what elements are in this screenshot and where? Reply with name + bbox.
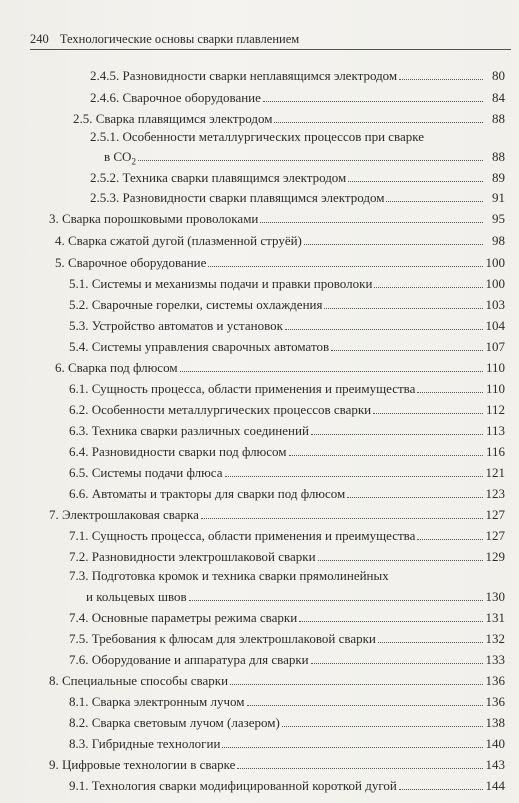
toc-entry-title: 6.4. Разновидности сварки под флюсом [69,444,287,459]
dot-leader [282,714,483,727]
toc-entry [69,464,505,481]
toc-entry [69,275,505,292]
dot-leader [399,777,483,790]
toc-page-number: 131 [485,610,505,625]
toc-entry-title: 7.6. Оборудование и аппаратура для сварки [69,652,309,667]
toc-page-number: 110 [485,360,505,375]
toc-entry-title: 5.4. Системы управления сварочных автоматов [69,339,330,354]
running-title: Технологические основы сварки плавлением [59,32,300,46]
toc-entry [55,254,505,271]
dot-leader [289,443,483,456]
dot-leader [237,756,483,769]
toc-entry-title: 6.6. Автоматы и тракторы для сварки под флюсом [69,486,346,501]
toc-entry-title: 5.2. Сварочные горелки, системы охлаждения [69,297,323,312]
dot-leader [373,401,483,414]
toc-entry-title: 8.3. Гибридные технологии [69,736,221,751]
toc-entry [55,232,505,249]
dot-leader [311,651,483,664]
dot-leader [189,588,483,601]
dot-leader [201,506,483,519]
dot-leader [263,89,483,102]
toc-entry-title: 7. Электрошлаковая сварка [49,507,199,522]
toc-entry [49,756,505,773]
toc-entry-title: и кольцевых швов [86,589,187,604]
toc-page-number: 84 [492,90,505,105]
toc-entry [69,609,505,626]
toc-entry-title: 2.5. Сварка плавящимся электродом [73,111,273,126]
toc-entry-title: 6.5. Системы подачи флюса [69,465,223,480]
toc-entry-title: 7.3. Подготовка кромок и техника сварки прямолинейных [69,568,389,583]
dot-leader [230,672,483,685]
toc-entry [49,210,505,227]
toc-entry [90,67,505,84]
toc-page-number: 127 [485,507,505,522]
page-number: 240 [30,32,49,46]
toc-entry [49,506,505,523]
toc-entry [69,714,505,731]
toc-entry-title: 2.5.1. Особенности металлургических процессов при сварке [90,129,425,144]
dot-leader [180,359,483,372]
toc-page-number: 80 [492,68,505,83]
toc-page-number: 116 [485,444,505,459]
toc-entry [69,693,505,710]
toc-entry [69,485,505,502]
toc-entry [90,129,424,145]
toc-entry [49,672,505,689]
toc-entry-title: 8.2. Сварка световым лучом (лазером) [69,715,280,730]
toc-entry-title: 5.3. Устройство автоматов и установок [69,318,283,333]
dot-leader [222,735,483,748]
dot-leader [324,296,483,309]
toc-page-number: 110 [485,381,505,396]
toc-entry [69,401,505,418]
toc-entry-title: 6.3. Техника сварки различных соединений [69,423,309,438]
toc-entry-title: 8.1. Сварка электронным лучом [69,694,245,709]
dot-leader [399,67,483,80]
subscript: 2 [131,156,136,167]
dot-leader [374,275,483,288]
toc-entry-title: 7.4. Основные параметры режима сварки [69,610,298,625]
toc-page-number: 136 [485,694,505,709]
toc-entry [69,777,505,794]
dot-leader [299,609,483,622]
dot-leader [318,548,483,561]
toc-entry-title: 6.2. Особенности металлургических процессов сварки [69,402,372,417]
toc-entry [69,380,505,397]
toc-entry [69,422,505,439]
toc-entry-title: 9. Цифровые технологии в сварке [49,757,236,772]
toc-entry-title: 2.4.6. Сварочное оборудование [90,90,261,105]
dot-leader [274,110,483,123]
toc-page-number: 138 [485,715,505,730]
toc-page-number: 91 [492,190,505,205]
toc-entry-title: 5. Сварочное оборудование [55,255,207,270]
toc-entry-title: 3. Сварка порошковыми проволоками [49,211,259,226]
toc-page-number: 100 [485,255,505,270]
toc-entry [73,110,505,127]
toc-page-number: 123 [485,486,505,501]
toc-page-number: 112 [485,402,505,417]
toc-entry-title: 8. Специальные способы сварки [49,673,229,688]
dot-leader [138,148,483,161]
toc-entry [69,630,505,647]
toc-entry-title: 7.2. Разновидности электрошлаковой сварки [69,549,316,564]
dot-leader [225,464,484,477]
toc-page-number: 143 [485,757,505,772]
toc-entry [90,89,505,106]
toc-entry-title: 2.4.5. Разновидности сварки неплавящимся электродом [90,68,398,83]
toc-entry-title: 7.1. Сущность процесса, области применения и преимущества [69,528,416,543]
toc-page-number: 104 [485,318,505,333]
dot-leader [348,169,483,182]
toc-entry [69,548,505,565]
toc-page-number: 121 [485,465,505,480]
dot-leader [304,232,483,245]
toc-entry [90,169,505,186]
toc-entry [86,588,505,605]
dot-leader [386,189,483,202]
toc-entry [69,338,505,355]
header-rule [30,49,511,50]
dot-leader [417,527,483,540]
toc-entry-title: 9.1. Технология сварки модифицированной короткой дугой [69,778,397,793]
toc-page-number: 130 [485,589,505,604]
toc-entry-title: 5.1. Системы и механизмы подачи и правки проволоки [69,276,373,291]
dot-leader [260,210,483,223]
toc-entry [69,568,389,584]
toc-page-number: 100 [485,276,505,291]
toc-entry [69,296,505,313]
toc-entry [69,317,505,334]
toc-entry [69,651,505,668]
toc-page-number: 88 [492,111,505,126]
toc-entry-title: в $CO_2$ [104,149,136,167]
dot-leader [208,254,483,267]
toc-entry [90,189,505,206]
running-header [30,31,511,49]
dot-leader [347,485,483,498]
toc-entry [69,735,505,752]
toc-page-number: 103 [485,297,505,312]
dot-leader [311,422,483,435]
toc-entry-title: 2.5.3. Разновидности сварки плавящимся электродом [90,190,385,205]
toc-page-number: 136 [485,673,505,688]
toc-page-number: 95 [492,211,505,226]
dot-leader [417,380,483,393]
toc-page-number: 132 [485,631,505,646]
toc-page-number: 88 [492,149,505,164]
toc-page-number: 127 [485,528,505,543]
dot-leader [378,630,483,643]
toc-entry [104,148,505,165]
toc-page-number: 129 [485,549,505,564]
toc-entry-title: 6.1. Сущность процесса, области применения и преимущества [69,381,416,396]
toc-page-number: 144 [485,778,505,793]
dot-leader [247,693,483,706]
dot-leader [285,317,483,330]
toc-entry-title: 4. Сварка сжатой дугой (плазменной струёй) [55,233,302,248]
toc-page-number: 107 [485,339,505,354]
toc-entry-title: 6. Сварка под флюсом [55,360,178,375]
toc-entry [69,443,505,460]
toc-page-number: 133 [485,652,505,667]
toc-page-number: 98 [492,233,505,248]
toc-page-number: 113 [485,423,505,438]
dot-leader [331,338,483,351]
toc-entry [69,527,505,544]
toc-entry-title: 7.5. Требования к флюсам для электрошлаковой сварки [69,631,376,646]
toc-page-number: 140 [485,736,505,751]
toc-entry [55,359,505,376]
toc-entry-title: 2.5.2. Техника сварки плавящимся электродом [90,170,347,185]
toc-page-number: 89 [492,170,505,185]
